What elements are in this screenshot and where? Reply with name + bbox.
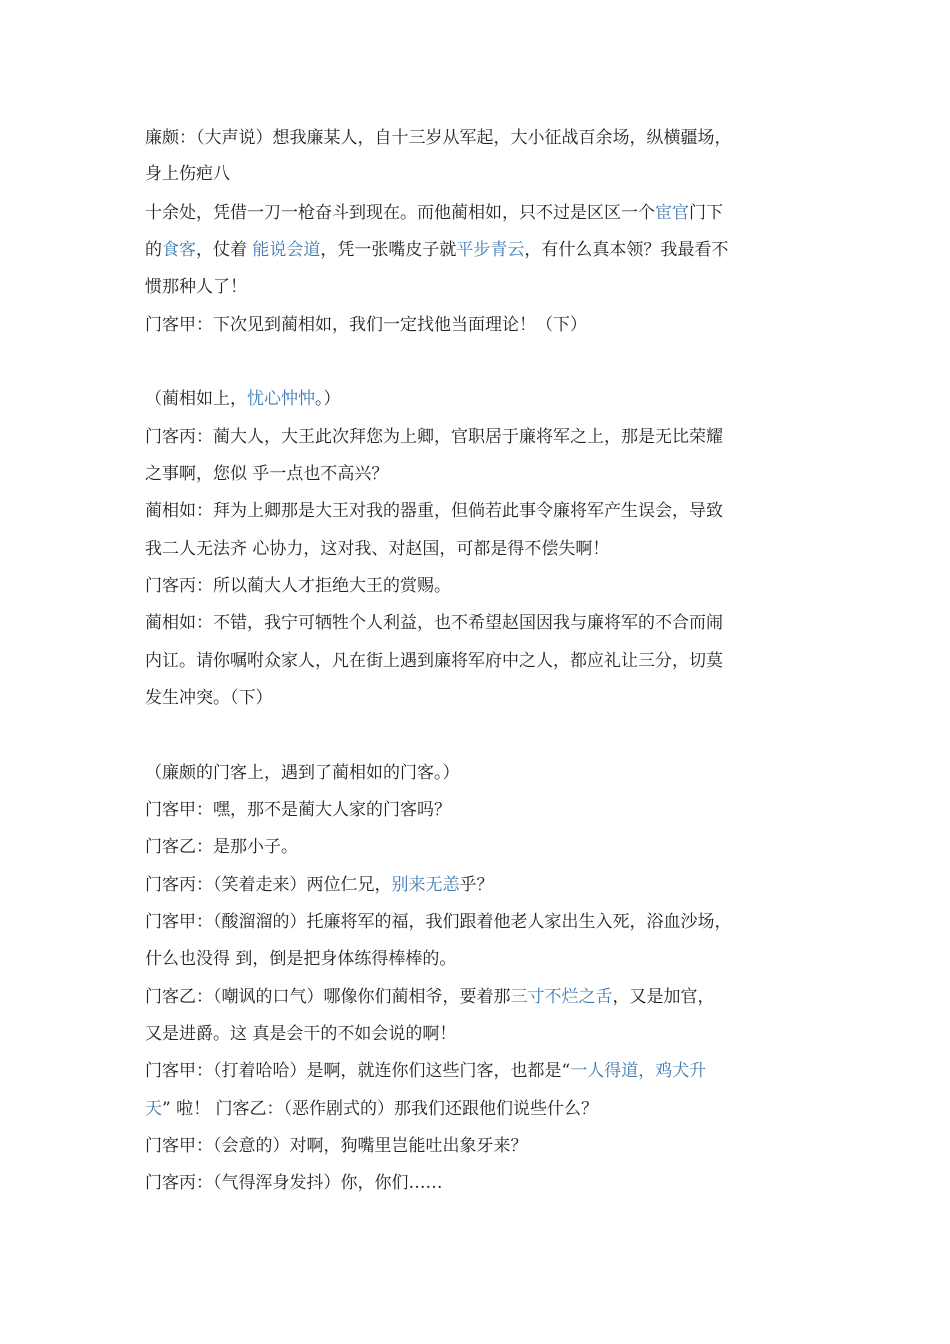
text-segment: 蔺相如：不错，我宁可牺牲个人利益，也不希望赵国因我与廉将军的不合而闹	[145, 613, 723, 633]
text-segment: 门客丙：（笑着走来）两位仁兄，	[145, 875, 392, 895]
text-segment: 的	[145, 240, 162, 260]
text-segment: 门客丙：所以蔺大人才拒绝大王的赏赐。	[145, 576, 451, 596]
text-segment: ” 啦！ 门客乙：（恶作剧式的）那我们还跟他们说些什么？	[162, 1099, 598, 1119]
text-segment: 门客甲：（打着哈哈）是啊，就连你们这些门客，也都是“	[145, 1061, 571, 1081]
text-line	[145, 1170, 835, 1196]
text-segment: 什么也没得 到，倒是把身体练得棒棒的。	[145, 949, 457, 969]
text-line	[145, 872, 835, 898]
text-segment: 身上伤疤八	[145, 164, 230, 184]
text-line	[145, 161, 835, 187]
text-segment: 门客甲：下次见到蔺相如，我们一定找他当面理论！（下）	[145, 315, 587, 335]
text-segment: 。）	[315, 389, 341, 409]
text-line	[145, 648, 835, 674]
text-segment: 发生冲突。（下）	[145, 688, 273, 708]
text-segment: （廉颇的门客上，遇到了蔺相如的门客。）	[145, 763, 460, 783]
text-segment: ，又是加官，	[612, 987, 715, 1007]
text-segment: 门客乙：是那小子。	[145, 837, 298, 857]
text-line	[145, 1133, 835, 1159]
highlighted-term[interactable]: 三寸不烂之舌	[510, 987, 613, 1007]
text-segment: ，凭一张嘴皮子就	[320, 240, 457, 260]
text-line	[145, 1096, 835, 1122]
text-line	[145, 274, 835, 300]
highlighted-term[interactable]: 一人得道，鸡犬升	[570, 1061, 707, 1081]
text-segment: 门客丙：（气得浑身发抖）你，你们……	[145, 1173, 443, 1193]
text-line	[145, 237, 835, 263]
text-line	[145, 685, 835, 711]
text-line	[145, 909, 835, 935]
highlighted-term[interactable]: 平步青云	[456, 240, 525, 260]
text-segment: 惯那种人了！	[145, 277, 247, 297]
text-segment: 内讧。请你嘱咐众家人，凡在街上遇到廉将军府中之人，都应礼让三分，切莫	[145, 651, 723, 671]
text-line	[145, 946, 835, 972]
text-line	[145, 125, 835, 151]
text-segment: 蔺相如：拜为上卿那是大王对我的器重，但倘若此事令廉将军产生误会，导致	[145, 501, 723, 521]
text-line	[145, 573, 835, 599]
highlighted-term[interactable]: 食客	[162, 240, 196, 260]
text-line	[145, 536, 835, 562]
highlighted-term[interactable]: 能说会道	[252, 240, 321, 260]
text-segment: 门客甲：（会意的）对啊，狗嘴里岂能吐出象牙来？	[145, 1136, 528, 1156]
text-line	[145, 1058, 835, 1084]
text-line	[145, 797, 835, 823]
text-line	[145, 1021, 835, 1047]
highlighted-term[interactable]: 宦官	[655, 203, 689, 223]
text-line	[145, 610, 835, 636]
text-line	[145, 760, 835, 786]
text-segment: 之事啊，您似 乎一点也不高兴？	[145, 464, 389, 484]
text-line	[145, 984, 835, 1010]
text-segment: 廉颇：（大声说）想我廉某人，自十三岁从军起，大小征战百余场，纵横疆场，	[145, 128, 732, 148]
text-line	[145, 200, 835, 226]
text-segment: 门客甲：嘿，那不是蔺大人家的门客吗？	[145, 800, 451, 820]
text-segment: 门客甲：（酸溜溜的）托廉将军的福，我们跟着他老人家出生入死，浴血沙场，	[145, 912, 732, 932]
text-segment: ，有什么真本领？我最看不	[524, 240, 729, 260]
text-segment: ，仗着	[196, 240, 253, 260]
text-segment: 门客丙：蔺大人，大王此次拜您为上卿，官职居于廉将军之上，那是无比荣耀	[145, 427, 723, 447]
highlighted-term[interactable]: 忧心忡忡	[247, 389, 315, 409]
text-segment: 乎？	[459, 875, 494, 895]
text-segment: 门下	[689, 203, 723, 223]
highlighted-term[interactable]: 天	[145, 1099, 162, 1119]
text-segment: 门客乙：（嘲讽的口气）哪像你们蔺相爷，要着那	[145, 987, 511, 1007]
text-segment: 又是进爵。这 真是会干的不如会说的啊！	[145, 1024, 457, 1044]
text-segment: 我二人无法齐 心协力，这对我、对赵国，可都是得不偿失啊！	[145, 539, 610, 559]
text-line	[145, 834, 835, 860]
text-line	[145, 461, 835, 487]
text-line	[145, 498, 835, 524]
text-line	[145, 312, 835, 338]
text-line	[145, 424, 835, 450]
highlighted-term[interactable]: 别来无恙	[391, 875, 460, 895]
text-segment: 十余处，凭借一刀一枪奋斗到现在。而他蔺相如，只不过是区区一个	[145, 203, 655, 223]
text-segment: （蔺相如上，	[145, 389, 247, 409]
text-line	[145, 386, 835, 412]
